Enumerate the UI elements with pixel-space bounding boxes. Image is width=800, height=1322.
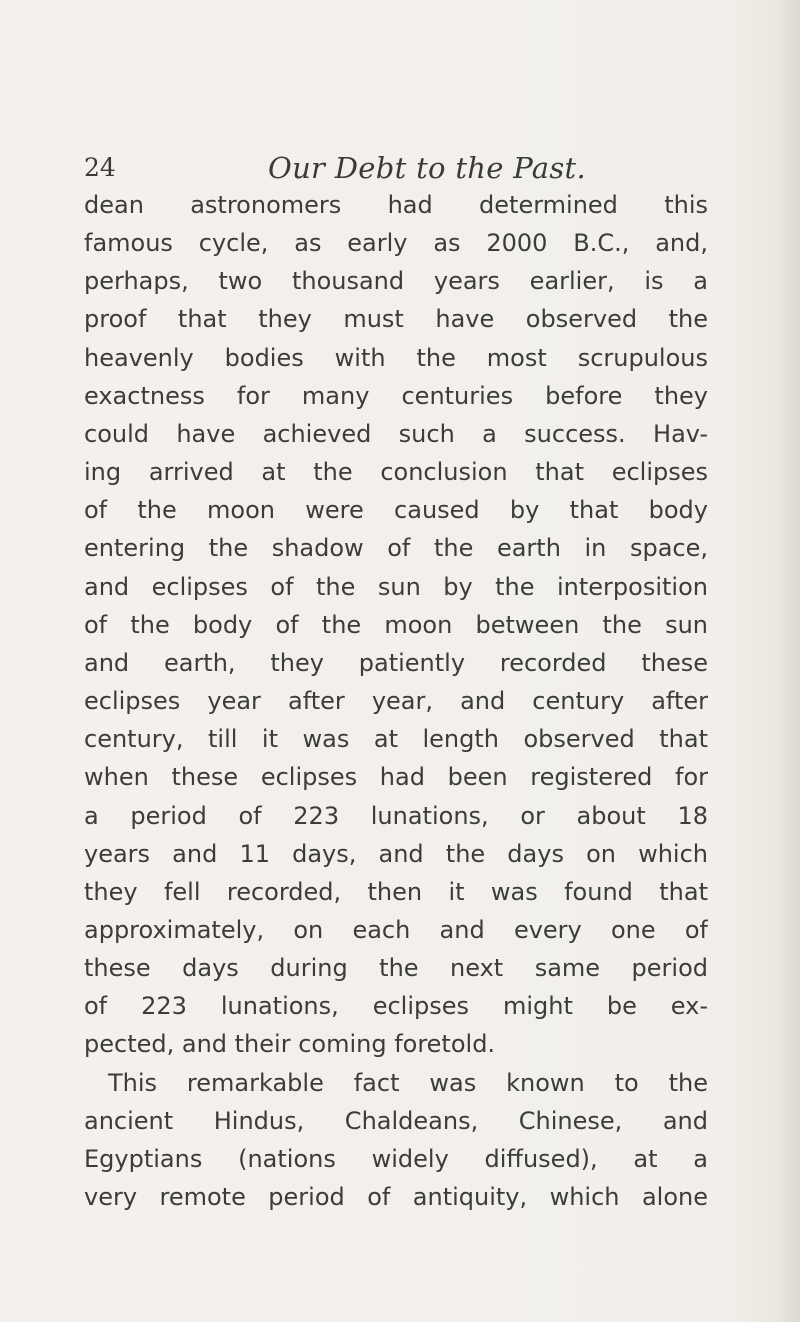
text-line: century, till it was at length observed that bbox=[84, 725, 708, 754]
text-line: of the moon were caused by that body bbox=[84, 496, 708, 525]
text-line: these days during the next same period bbox=[84, 954, 708, 983]
text-line: This remarkable fact was known to the bbox=[108, 1068, 708, 1097]
text-line: heavenly bodies with the most scrupulous bbox=[84, 343, 708, 372]
text-line: of 223 lunations, eclipses might be ex- bbox=[84, 992, 708, 1021]
text-line: and eclipses of the sun by the interposition bbox=[84, 572, 708, 601]
text-line: approximately, on each and every one of bbox=[84, 915, 708, 944]
text-line: of the body of the moon between the sun bbox=[84, 610, 708, 639]
text-line: ancient Hindus, Chaldeans, Chinese, and bbox=[84, 1106, 708, 1135]
text-line: ing arrived at the conclusion that eclipses bbox=[84, 458, 708, 487]
text-line: could have achieved such a success. Hav- bbox=[84, 419, 708, 448]
text-line: and earth, they patiently recorded these bbox=[84, 648, 708, 677]
running-title: Our Debt to the Past. bbox=[268, 151, 586, 185]
text-line: famous cycle, as early as 2000 B.C., and, bbox=[84, 229, 708, 258]
text-line: exactness for many centuries before they bbox=[84, 381, 708, 410]
page-number: 24 bbox=[84, 153, 116, 182]
text-line: very remote period of antiquity, which alone bbox=[84, 1183, 708, 1212]
body-text bbox=[84, 186, 708, 1216]
text-line: pected, and their coming foretold. bbox=[84, 1030, 496, 1059]
text-line: years and 11 days, and the days on which bbox=[84, 839, 708, 868]
text-line: they fell recorded, then it was found that bbox=[84, 877, 708, 906]
text-line: dean astronomers had determined this bbox=[84, 191, 708, 219]
text-line: Egyptians (nations widely diffused), at a bbox=[84, 1144, 708, 1173]
text-line: perhaps, two thousand years earlier, is a bbox=[84, 267, 708, 296]
text-line: a period of 223 lunations, or about 18 bbox=[84, 801, 708, 830]
text-line: proof that they must have observed the bbox=[84, 305, 708, 334]
text-line: when these eclipses had been registered for bbox=[84, 763, 708, 792]
page-header bbox=[84, 148, 704, 188]
text-line: eclipses year after year, and century after bbox=[84, 687, 708, 716]
text-line: entering the shadow of the earth in space, bbox=[84, 534, 708, 563]
